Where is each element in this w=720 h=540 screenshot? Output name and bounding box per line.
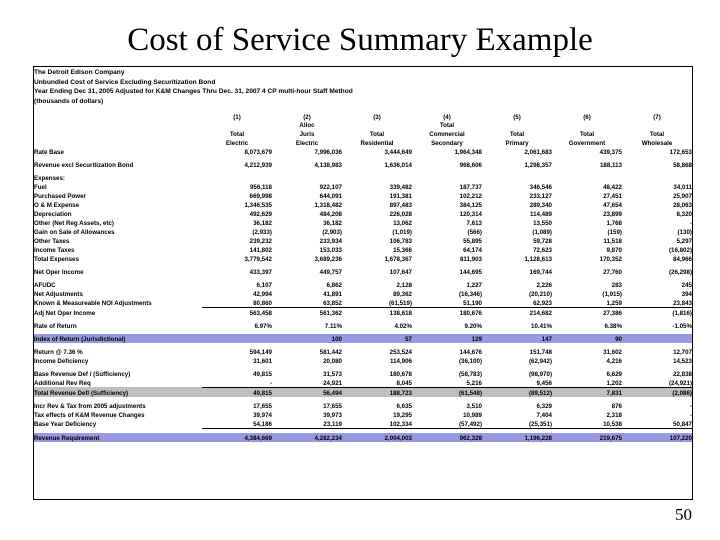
row-label: AFUDC bbox=[34, 281, 56, 289]
table-row bbox=[34, 227, 692, 236]
cell-c4: 384,125 bbox=[459, 201, 482, 209]
cell-c1: 6.97% bbox=[254, 322, 272, 330]
cell-c4: 7,613 bbox=[466, 219, 482, 227]
cell-c5: 7,404 bbox=[536, 411, 552, 419]
cell-c5: 1,128,613 bbox=[524, 255, 552, 263]
cell-c3: 13,062 bbox=[393, 219, 412, 227]
cell-c7: 394 bbox=[681, 290, 692, 298]
cell-c1: 4,384,669 bbox=[202, 433, 272, 442]
table-row bbox=[34, 387, 692, 397]
cell-c2: 17,655 bbox=[323, 402, 342, 410]
cell-c3: 253,524 bbox=[389, 348, 412, 356]
col-header-5-b: Total bbox=[509, 130, 525, 138]
cell-c6: 31,602 bbox=[603, 348, 622, 356]
cell-c2: 20,080 bbox=[323, 357, 342, 365]
column-header-line-3 bbox=[34, 138, 692, 147]
cell-c2: 922,107 bbox=[319, 183, 342, 191]
cell-c4: 55,895 bbox=[463, 237, 482, 245]
col-header-4-a: Total bbox=[439, 122, 455, 130]
cell-c3: 2,004,003 bbox=[342, 433, 412, 442]
cell-c4: 10,989 bbox=[463, 411, 482, 419]
row-label: Total Revenue Def/ (Sufficiency) bbox=[34, 387, 202, 397]
cell-c4: (61,548) bbox=[412, 387, 482, 397]
col-header-1-b: Total bbox=[229, 130, 245, 138]
table-row bbox=[34, 347, 692, 356]
cell-c3: 1,678,367 bbox=[384, 255, 412, 263]
row-label: Revenue excl Securitization Bond bbox=[34, 161, 134, 169]
cell-c4: 120,314 bbox=[459, 210, 482, 218]
cell-c7: (16,802) bbox=[668, 246, 692, 254]
cell-c6: 188,113 bbox=[599, 161, 622, 169]
row-label: Base Year Deficiency bbox=[34, 421, 97, 429]
cell-c2: (2,903) bbox=[322, 228, 342, 236]
cell-c5: 10.41% bbox=[531, 322, 552, 330]
cell-c6: 7,831 bbox=[552, 387, 622, 397]
cell-c2: 4,282,234 bbox=[272, 433, 342, 442]
page-title: Cost of Service Summary Example bbox=[127, 22, 593, 58]
table-row bbox=[34, 410, 692, 419]
table-row bbox=[34, 419, 692, 429]
cell-c7: 22,838 bbox=[673, 370, 692, 378]
row-label: Base Revenue Def / (Sufficiency) bbox=[34, 370, 131, 378]
cell-c3: 2,128 bbox=[396, 281, 412, 289]
row-label: Fuel bbox=[34, 183, 47, 191]
cell-c5: 9,456 bbox=[482, 378, 552, 388]
cell-c1: 563,458 bbox=[249, 309, 272, 317]
cell-c2: 153,033 bbox=[319, 246, 342, 254]
cell-c5: (25,351) bbox=[482, 419, 552, 429]
cell-c3: 114,906 bbox=[389, 357, 412, 365]
cell-c1: 6,107 bbox=[256, 281, 272, 289]
cell-c7: - bbox=[689, 402, 692, 410]
cell-c2: 7.11% bbox=[324, 322, 342, 330]
cell-c3 bbox=[342, 173, 412, 182]
cell-c6: 27,386 bbox=[603, 309, 622, 317]
cell-c1 bbox=[202, 173, 272, 182]
cell-c6: 283 bbox=[611, 281, 622, 289]
cell-c3: 6,635 bbox=[396, 402, 412, 410]
cell-c6: 170,352 bbox=[599, 255, 622, 263]
cell-c5: (98,970) bbox=[528, 370, 552, 378]
cell-c5: 169,744 bbox=[529, 268, 552, 276]
col-header-3-a bbox=[342, 121, 412, 130]
cell-c2: 484,208 bbox=[319, 210, 342, 218]
row-label: Revenue Requirement bbox=[34, 433, 202, 442]
cell-c7: 58,868 bbox=[673, 161, 692, 169]
cell-c5: 147 bbox=[482, 334, 552, 343]
col-number-1: (1) bbox=[233, 113, 241, 121]
cell-c2: 1,318,482 bbox=[314, 201, 342, 209]
cell-c6: (1,915) bbox=[602, 290, 622, 298]
cell-c2: 23,119 bbox=[272, 419, 342, 429]
table-row bbox=[34, 191, 692, 200]
cell-c5: 2,061,683 bbox=[524, 148, 552, 156]
cell-c2: 41,891 bbox=[323, 290, 342, 298]
table-row bbox=[34, 245, 692, 254]
cell-c2: 6,862 bbox=[326, 281, 342, 289]
cell-c1: 8,073,679 bbox=[244, 148, 272, 156]
cell-c6: 439,375 bbox=[599, 148, 622, 156]
cell-c2: 4,138,983 bbox=[314, 161, 342, 169]
sheet-heading-row bbox=[34, 86, 692, 96]
cell-c3: 897,483 bbox=[389, 201, 412, 209]
cos-table-body bbox=[34, 67, 692, 147]
cell-c6: 9,870 bbox=[606, 246, 622, 254]
cell-c1: 594,149 bbox=[249, 348, 272, 356]
cell-c6: 1,202 bbox=[552, 378, 622, 388]
cell-c7: 5,297 bbox=[676, 237, 692, 245]
cell-c5: 2,226 bbox=[536, 281, 552, 289]
row-label: Income Deficiency bbox=[34, 357, 89, 365]
table-row bbox=[34, 356, 692, 365]
cell-c4: 3,510 bbox=[466, 402, 482, 410]
cell-c7: 34,011 bbox=[673, 183, 692, 191]
cell-c6: 27,760 bbox=[603, 268, 622, 276]
row-label: Adj Net Oper Income bbox=[34, 309, 96, 317]
cell-c2: 100 bbox=[272, 334, 342, 343]
cell-c3: 102,334 bbox=[342, 419, 412, 429]
row-label: Total Expenses bbox=[34, 255, 79, 263]
cell-c7: -1.05% bbox=[672, 322, 692, 330]
col-header-6-b: Total bbox=[579, 130, 595, 138]
cell-c5: (1,089) bbox=[532, 228, 552, 236]
cell-c7: (1,816) bbox=[672, 309, 692, 317]
col-header-7-c: Wholesale bbox=[641, 139, 673, 147]
row-label: O & M Expense bbox=[34, 201, 80, 209]
cell-c3: 1,636,014 bbox=[384, 161, 412, 169]
sheet-heading-row bbox=[34, 77, 692, 87]
cell-c7: - bbox=[689, 411, 692, 419]
cell-c2: 31,573 bbox=[323, 370, 342, 378]
col-header-4-b: Commercial bbox=[429, 130, 465, 138]
cell-c4: 187,737 bbox=[459, 183, 482, 191]
cell-c3: 138,618 bbox=[389, 309, 412, 317]
row-label: Index of Return (Jurisdictional) bbox=[34, 334, 202, 343]
table-row bbox=[34, 200, 692, 209]
cell-c5: 151,748 bbox=[529, 348, 552, 356]
col-header-5-a bbox=[482, 121, 552, 130]
col-header-3-c: Residential bbox=[360, 139, 394, 147]
cell-c2: 36,182 bbox=[323, 219, 342, 227]
cell-c5: 72,623 bbox=[533, 246, 552, 254]
sheet-heading-4: (thousands of dollars) bbox=[34, 97, 104, 105]
row-label: Known & Measureable NOI Adjustments bbox=[34, 300, 152, 308]
cell-c2: 233,934 bbox=[319, 237, 342, 245]
column-header-line-1 bbox=[34, 121, 692, 130]
cell-c7: (2,086) bbox=[622, 387, 692, 397]
col-header-5-c: Primary bbox=[505, 139, 529, 147]
cell-c6: 1,259 bbox=[552, 298, 622, 308]
cell-c7: (26,298) bbox=[668, 268, 692, 276]
row-label: Purchased Power bbox=[34, 192, 86, 200]
cell-c5: 214,682 bbox=[529, 309, 552, 317]
cell-c1 bbox=[202, 334, 272, 343]
cell-c4: 811,903 bbox=[459, 255, 482, 263]
cell-c2: 3,689,236 bbox=[314, 255, 342, 263]
cell-c1: 433,397 bbox=[249, 268, 272, 276]
cell-c3: 339,482 bbox=[389, 183, 412, 191]
cell-c7 bbox=[622, 173, 692, 182]
cell-c5 bbox=[482, 173, 552, 182]
cell-c1: 141,802 bbox=[249, 246, 272, 254]
cell-c6: 48,422 bbox=[603, 183, 622, 191]
cell-c7: 172,653 bbox=[669, 148, 692, 156]
col-header-7-a bbox=[622, 121, 692, 130]
cell-c3: 4.02% bbox=[394, 322, 412, 330]
cell-c3: 89,362 bbox=[393, 290, 412, 298]
cell-c7: 28,063 bbox=[673, 201, 692, 209]
cell-c4: (57,492) bbox=[412, 419, 482, 429]
table-row bbox=[34, 280, 692, 289]
cell-c5: 114,489 bbox=[529, 210, 552, 218]
sheet-heading-3: Year Ending Dec 31, 2005 Adjusted for K&M Changes Thru Dec. 31, 2007 4 CP multi-hour Staff Method bbox=[34, 88, 353, 96]
cell-c2: 24,921 bbox=[272, 378, 342, 388]
cell-c6: 90 bbox=[552, 334, 622, 343]
col-number-4: (4) bbox=[443, 113, 451, 121]
col-header-2-c: Electric bbox=[295, 139, 319, 147]
cell-c2: 56,494 bbox=[272, 387, 342, 397]
cell-c6 bbox=[552, 173, 622, 182]
cell-c1: 3,779,542 bbox=[244, 255, 272, 263]
cell-c7: 50,847 bbox=[622, 419, 692, 429]
cell-c3: 19,295 bbox=[393, 411, 412, 419]
col-header-6-a bbox=[552, 121, 622, 130]
cell-c5: 1,298,357 bbox=[524, 161, 552, 169]
col-header-3-b: Total bbox=[369, 130, 385, 138]
row-label: Depreciation bbox=[34, 210, 72, 218]
table-row bbox=[34, 209, 692, 218]
table-row bbox=[34, 289, 692, 298]
cell-c5: 346,546 bbox=[529, 183, 552, 191]
cell-c4: (36,100) bbox=[458, 357, 482, 365]
sheet-heading-row bbox=[34, 67, 692, 77]
cell-c3: (61,519) bbox=[342, 298, 412, 308]
cell-c3: 3,444,649 bbox=[384, 148, 412, 156]
col-header-2-a: Alloc bbox=[299, 122, 315, 130]
cell-c5: 62,923 bbox=[482, 298, 552, 308]
table-row bbox=[34, 433, 692, 442]
col-header-7-b: Total bbox=[649, 130, 665, 138]
table-row bbox=[34, 147, 692, 156]
cell-c3: 226,028 bbox=[389, 210, 412, 218]
cell-c4: (566) bbox=[467, 228, 482, 236]
table-row bbox=[34, 321, 692, 330]
cell-c6: 10,538 bbox=[552, 419, 622, 429]
cell-c5: 1,196,228 bbox=[482, 433, 552, 442]
cell-c1: 49,815 bbox=[253, 370, 272, 378]
row-label: Rate Base bbox=[34, 148, 64, 156]
table-row bbox=[34, 236, 692, 245]
cell-c1: 42,994 bbox=[253, 290, 272, 298]
cell-c6: 23,899 bbox=[603, 210, 622, 218]
cell-c1: 492,629 bbox=[249, 210, 272, 218]
col-header-1-c: Electric bbox=[225, 139, 249, 147]
cell-c6: 47,654 bbox=[603, 201, 622, 209]
cell-c6: (159) bbox=[607, 228, 622, 236]
cell-c4: 51,190 bbox=[412, 298, 482, 308]
cell-c7: 245 bbox=[681, 281, 692, 289]
table-row bbox=[34, 267, 692, 276]
cell-c3: 15,366 bbox=[393, 246, 412, 254]
col-number-7: (7) bbox=[653, 113, 661, 121]
cell-c1: 956,118 bbox=[249, 183, 272, 191]
cell-c5: (20,210) bbox=[528, 290, 552, 298]
table-row bbox=[34, 378, 692, 388]
cell-c1: 1,346,535 bbox=[244, 201, 272, 209]
table-row bbox=[34, 254, 692, 263]
row-label: Net Oper Income bbox=[34, 268, 84, 276]
cell-c5: 13,550 bbox=[533, 219, 552, 227]
cell-c5: 233,127 bbox=[529, 192, 552, 200]
table-row bbox=[34, 401, 692, 410]
row-label: Additional Rev Req bbox=[34, 380, 91, 388]
table-row bbox=[34, 173, 692, 182]
cell-c4: 102,212 bbox=[459, 192, 482, 200]
cell-c7: 12,707 bbox=[673, 348, 692, 356]
col-number-2: (2) bbox=[303, 113, 311, 121]
col-number-3: (3) bbox=[373, 113, 381, 121]
cell-c3: 107,647 bbox=[389, 268, 412, 276]
cell-c2: 561,362 bbox=[319, 309, 342, 317]
col-header-4-c: Secondary bbox=[431, 139, 463, 147]
cell-c1: 36,182 bbox=[253, 219, 272, 227]
table-row bbox=[34, 307, 692, 317]
cell-c7: 14,523 bbox=[673, 357, 692, 365]
cell-c1: 4,212,939 bbox=[244, 161, 272, 169]
cell-c7: (130) bbox=[677, 228, 692, 236]
column-header-line-2 bbox=[34, 130, 692, 139]
cell-c4: 962,328 bbox=[412, 433, 482, 442]
spacer-row bbox=[34, 105, 692, 112]
cell-c6: 1,768 bbox=[606, 219, 622, 227]
row-label: Expenses: bbox=[34, 174, 65, 182]
cell-c6: 4,216 bbox=[606, 357, 622, 365]
col-header-2-b: Juris bbox=[299, 130, 315, 138]
cell-c4: (16,346) bbox=[458, 290, 482, 298]
cell-c2 bbox=[272, 173, 342, 182]
table-row bbox=[34, 218, 692, 227]
cell-c4: 64,174 bbox=[463, 246, 482, 254]
table-row bbox=[34, 334, 692, 343]
cell-c2: 39,973 bbox=[323, 411, 342, 419]
page-number: 50 bbox=[675, 505, 692, 524]
cell-c7: 23,843 bbox=[622, 298, 692, 308]
cell-c3: 57 bbox=[342, 334, 412, 343]
cell-c2: 644,091 bbox=[319, 192, 342, 200]
cell-c2: 7,996,036 bbox=[314, 148, 342, 156]
sheet-heading-row bbox=[34, 96, 692, 106]
cell-c7: 8,320 bbox=[676, 210, 692, 218]
table-row bbox=[34, 298, 692, 308]
cell-c3: 191,381 bbox=[389, 192, 412, 200]
cell-c3: 180,678 bbox=[389, 370, 412, 378]
cell-c5: 59,728 bbox=[533, 237, 552, 245]
cell-c5: 289,340 bbox=[529, 201, 552, 209]
cell-c4: 144,695 bbox=[459, 268, 482, 276]
cell-c1: 239,232 bbox=[249, 237, 272, 245]
cell-c4: 129 bbox=[412, 334, 482, 343]
cell-c7: 25,907 bbox=[673, 192, 692, 200]
table-row bbox=[34, 160, 692, 169]
cell-c4: 1,964,348 bbox=[454, 148, 482, 156]
cell-c1: 80,860 bbox=[202, 298, 272, 308]
cell-c1: 669,998 bbox=[249, 192, 272, 200]
cell-c3: 106,783 bbox=[389, 237, 412, 245]
cell-c6: 6,629 bbox=[606, 370, 622, 378]
cell-c4: 968,606 bbox=[459, 161, 482, 169]
cell-c4: 5,216 bbox=[412, 378, 482, 388]
cell-c6: 6.38% bbox=[604, 322, 622, 330]
cell-c7 bbox=[622, 334, 692, 343]
cell-c1: (2,933) bbox=[252, 228, 272, 236]
table-row bbox=[34, 369, 692, 378]
cell-c4: 9.20% bbox=[464, 322, 482, 330]
cell-c3: 8,045 bbox=[342, 378, 412, 388]
column-number-row bbox=[34, 112, 692, 121]
cos-data-rows bbox=[34, 147, 692, 442]
cost-of-service-table bbox=[33, 66, 693, 500]
cell-c4 bbox=[412, 173, 482, 182]
cell-c4: 1,227 bbox=[466, 281, 482, 289]
cell-c1: 39,974 bbox=[253, 411, 272, 419]
sheet-heading-1: The Detroit Edison Company bbox=[34, 69, 125, 76]
cell-c1: 31,601 bbox=[253, 357, 272, 365]
col-header-1-a bbox=[202, 121, 272, 130]
cell-c6: 11,518 bbox=[603, 237, 622, 245]
cell-c1: 49,815 bbox=[202, 387, 272, 397]
cell-c4: 180,676 bbox=[459, 309, 482, 317]
table-row bbox=[34, 182, 692, 191]
cell-c5: (89,512) bbox=[482, 387, 552, 397]
cell-c6: 27,451 bbox=[603, 192, 622, 200]
cell-c2: 581,442 bbox=[319, 348, 342, 356]
col-number-5: (5) bbox=[513, 113, 521, 121]
cell-c3: 188,723 bbox=[342, 387, 412, 397]
row-label: Return @ 7.36 % bbox=[34, 348, 83, 356]
row-label: Other (Net Reg Assets, etc) bbox=[34, 219, 114, 227]
row-label: Other Taxes bbox=[34, 237, 70, 245]
col-number-6: (6) bbox=[583, 113, 591, 121]
row-label: Income Taxes bbox=[34, 246, 75, 254]
row-label: Incr Rev & Tax from 2005 adjustments bbox=[34, 402, 146, 410]
cell-c6: 2,318 bbox=[606, 411, 622, 419]
cell-c5: 6,329 bbox=[536, 402, 552, 410]
cell-c1: - bbox=[202, 378, 272, 388]
cell-c3: (1,019) bbox=[392, 228, 412, 236]
cell-c1: 17,655 bbox=[253, 402, 272, 410]
cell-c7: - bbox=[689, 219, 692, 227]
cell-c6: 219,675 bbox=[552, 433, 622, 442]
cell-c7: (24,921) bbox=[622, 378, 692, 388]
row-label: Tax effects of K&M Revenue Changes bbox=[34, 411, 145, 419]
cell-c7: 84,966 bbox=[673, 255, 692, 263]
cell-c7: 107,220 bbox=[622, 433, 692, 442]
row-label: Net Adjustments bbox=[34, 290, 83, 298]
sheet-heading-2: Unbundled Cost of Service Excluding Securitization Bond bbox=[34, 78, 216, 86]
cell-c2: 449,757 bbox=[319, 268, 342, 276]
cell-c4: 144,676 bbox=[459, 348, 482, 356]
cell-c4: (58,783) bbox=[458, 370, 482, 378]
cos-table bbox=[34, 67, 692, 442]
cell-c2: 63,852 bbox=[272, 298, 342, 308]
row-label: Rate of Return bbox=[34, 322, 77, 330]
cell-c6: 876 bbox=[611, 402, 622, 410]
row-label: Gain on Sale of Allowances bbox=[34, 228, 115, 236]
col-header-6-c: Government bbox=[568, 139, 606, 147]
cell-c5: (62,942) bbox=[528, 357, 552, 365]
cell-c1: 54,186 bbox=[202, 419, 272, 429]
